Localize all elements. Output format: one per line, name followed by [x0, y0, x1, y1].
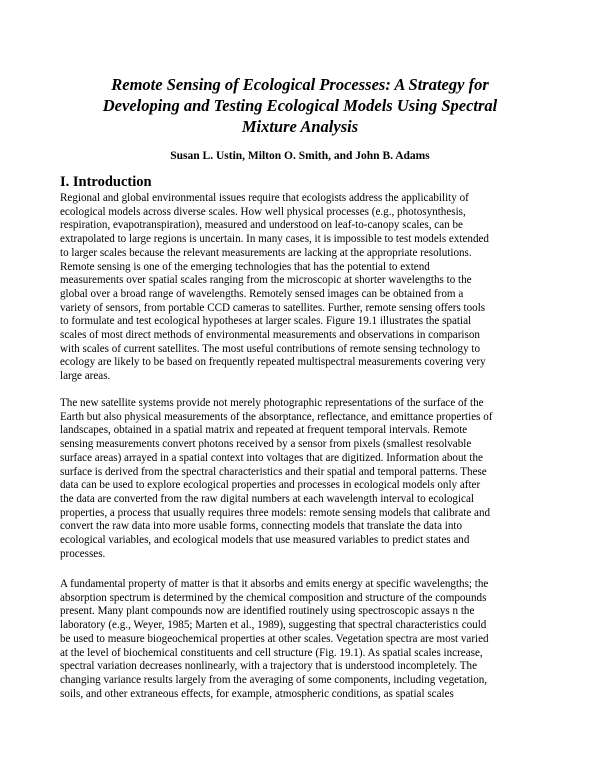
text-line: measurements over spatial scales ranging from the microscopic at shorter wavelengths to the: [60, 274, 472, 287]
text-line: A fundamental property of matter is that it absorbs and emits energy at specific wavelengths; the: [60, 578, 489, 590]
text-line: soils, and other extraneous effects, for example, atmospheric conditions, as spatial scales: [60, 687, 454, 700]
text-line: convert the raw data into more usable forms, connecting models that translate the data into: [60, 520, 463, 533]
text-line: ecology are likely to be based on frequently repeated multispectral measurements covering very: [60, 356, 486, 369]
text-line: ecological models across diverse scales. How well physical processes (e.g., photosynthesis,: [60, 205, 466, 218]
text-line: spectral variation decreases nonlinearly, with a trajectory that is understood incompletely. The: [60, 660, 478, 673]
text-line: present. Many plant compounds now are identified routinely using spectroscopic assays n the: [60, 605, 475, 618]
text-line: surface is derived from the spectral characteristics and their spatial and temporal patterns. These: [60, 465, 487, 478]
text-line: Regional and global environmental issues require that ecologists address the applicability of: [60, 192, 469, 204]
text-line: the data are converted from the raw digital numbers at each wavelength interval to ecological: [60, 492, 474, 505]
text-line: The new satellite systems provide not merely photographic representations of the surface of the: [60, 397, 484, 409]
text-line: Earth but also physical measurements of the absorptance, reflectance, and emittance properties of: [60, 410, 493, 423]
title-line: Mixture Analysis: [241, 117, 359, 136]
text-line: landscapes, obtained in a spatial matrix and repeated at frequent temporal intervals. Remote: [60, 424, 468, 437]
paragraph-1: [60, 192, 542, 384]
text-line: to larger scales because the relevant measurements are lacking at the appropriate resolutions.: [60, 246, 472, 259]
paragraph-3: [60, 578, 542, 701]
text-line: absorption spectrum is determined by the chemical composition and structure of the compounds: [60, 591, 487, 604]
text-line: ecological variables, and ecological models that use measured variables to predict states and: [60, 534, 470, 547]
text-line: large areas.: [60, 370, 111, 383]
paper-title: [60, 74, 540, 137]
text-line: global over a broad range of wavelengths. Remotely sensed images can be obtained from a: [60, 287, 464, 300]
text-line: surface areas) arrayed in a spatial context into voltages that are digitized. Information about the: [60, 451, 483, 464]
title-line: Remote Sensing of Ecological Processes: A Strategy for: [111, 75, 489, 94]
text-line: with scales of current satellites. The most useful contributions of remote sensing technology to: [60, 342, 481, 355]
text-line: changing variance results largely from the averaging of some components, including vegetation,: [60, 673, 488, 686]
text-line: be used to measure biogeochemical properties at other scales. Vegetation spectra are most varied: [60, 632, 489, 645]
text-line: laboratory (e.g., Weyer, 1985; Marten et al., 1989), suggesting that spectral characteristics could: [60, 619, 487, 632]
text-line: processes.: [60, 547, 106, 560]
text-line: properties, a process that usually requires three models: remote sensing models that calibrate and: [60, 506, 491, 519]
text-line: sensing measurements convert photons received by a sensor from pixels (smallest resolvable: [60, 438, 472, 451]
text-line: data can be used to explore ecological properties and processes in ecological models only after: [60, 479, 481, 492]
title-line: Developing and Testing Ecological Models Using Spectral: [102, 96, 498, 115]
paragraph-2: [60, 397, 542, 561]
text-line: to formulate and test ecological hypotheses at larger scales. Figure 19.1 illustrates the spatial: [60, 315, 472, 328]
text-line: Remote sensing is one of the emerging technologies that has the potential to extend: [60, 260, 430, 273]
text-line: scales of most direct methods of environmental measurements and observations in comparison: [60, 329, 480, 342]
text-line: variety of sensors, from portable CCD cameras to satellites. Further, remote sensing offers tools: [60, 301, 486, 314]
section-heading-introduction: I. Introduction: [60, 174, 152, 190]
author-list: Susan L. Ustin, Milton O. Smith, and John B. Adams: [170, 150, 430, 162]
text-line: at the level of biochemical constituents and cell structure (Fig. 19.1). As spatial scales increase,: [60, 646, 483, 659]
text-line: extrapolated to large regions is uncertain. In many cases, it is impossible to test models extended: [60, 233, 489, 246]
text-line: respiration, evapotranspiration), measured and understood on leaf-to-canopy scales, can be: [60, 219, 463, 232]
